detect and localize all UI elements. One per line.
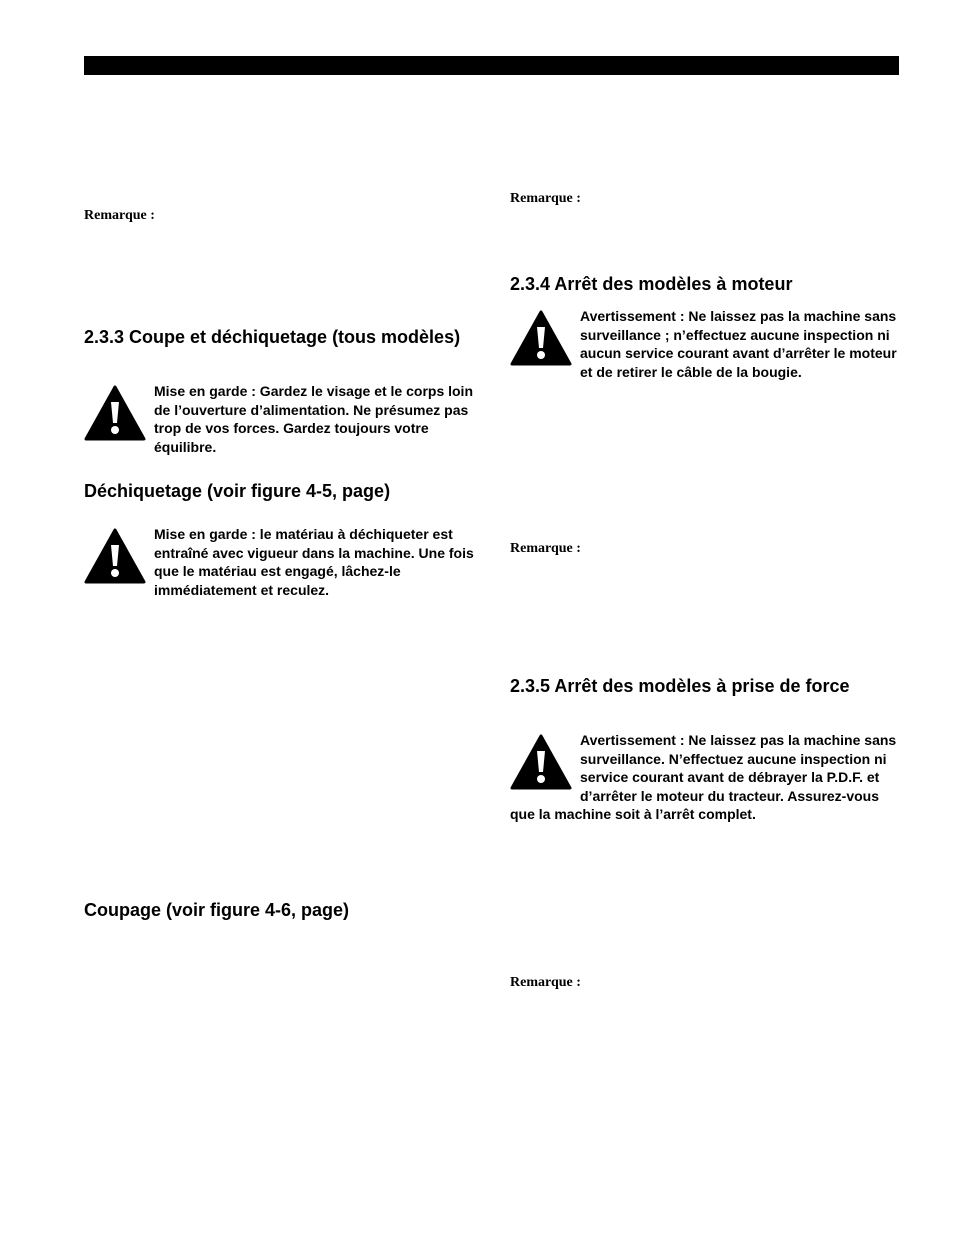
- subheading-coupage: Coupage (voir figure 4-6, page): [84, 900, 350, 920]
- caution-text: Mise en garde : Gardez le visage et le corps loin de l’ouverture d’alimentation. Ne présumez pas trop de vos forces. Gardez toujours votre équilibre.: [154, 383, 473, 455]
- warning-triangle-icon: [510, 734, 572, 790]
- warning-triangle-icon: [510, 310, 572, 366]
- warning-text: Avertissement : Ne laissez pas la machine sans surveillance. N’effectuez aucune inspection ni service courant avant de débrayer la P.D.F. et d’arrêter le moteur du tracteur. Assurez-vous que la machine soit à l’arrêt complet.: [510, 732, 897, 823]
- note-label: Remarque :: [84, 208, 155, 223]
- warning-text: Avertissement : Ne laissez pas la machine sans surveillance ; n’effectuez aucune inspection ni aucun service courant avant d’arrêter le moteur et de retirer le câble de la bougie.: [580, 308, 897, 380]
- warning-block-pto: [510, 731, 900, 824]
- note-label: Remarque :: [510, 975, 581, 990]
- header-bar: [84, 56, 899, 75]
- caution-block-face: [84, 382, 476, 456]
- warning-triangle-icon: [84, 528, 146, 584]
- caution-block-feed: [84, 525, 476, 599]
- note-label: Remarque :: [510, 541, 581, 556]
- warning-triangle-icon: [84, 385, 146, 441]
- section-heading-2-3-5: 2.3.5 Arrêt des modèles à prise de force: [510, 676, 850, 696]
- note-label: Remarque :: [510, 191, 581, 206]
- section-heading-2-3-4: 2.3.4 Arrêt des modèles à moteur: [510, 274, 793, 294]
- caution-text: Mise en garde : le matériau à déchiqueter est entraîné avec vigueur dans la machine. Une fois que le matériau est engagé, lâchez-le immédiatement et reculez.: [154, 526, 474, 598]
- subheading-dechiquetage: Déchiquetage (voir figure 4-5, page): [84, 481, 391, 501]
- section-heading-2-3-3: 2.3.3 Coupe et déchiquetage (tous modèles): [84, 327, 461, 347]
- warning-block-engine: [510, 307, 900, 381]
